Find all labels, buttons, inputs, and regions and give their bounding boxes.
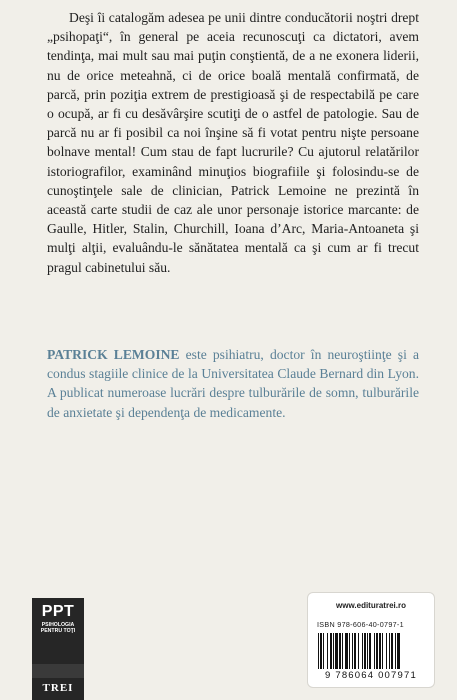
- logo-divider: [32, 664, 84, 678]
- isbn-box: [307, 592, 435, 688]
- isbn-label: ISBN 978-606-40-0797-1: [317, 620, 404, 629]
- publisher-website: www.edituratrei.ro: [336, 601, 406, 610]
- series-name: PSIHOLOGIA PENTRU TOŢI: [40, 622, 76, 634]
- imprint-name: TREI: [42, 682, 74, 694]
- author-name: PATRICK LEMOINE: [47, 347, 180, 362]
- author-bio: [47, 345, 419, 422]
- barcode-digits: 9 786064 007971: [325, 670, 417, 681]
- series-mark: PPT: [41, 603, 75, 620]
- author-bio-text: este psihiatru, doctor în neuroştiinţe şi a condus stagiile clinice de la Universitatea Claude Bernard din Lyon. A publicat numeroase lucrări despre tulburările de somn, tulburările de anxietate şi dependenţa de medicamente.: [47, 347, 419, 420]
- publisher-logo: [32, 598, 84, 700]
- book-blurb: Deşi îi catalogăm adesea pe unii dintre conducătorii noştri drept „psihopaţi“, în general pe aceia recunoscuţi ca dictatori, avem tendinţa, mai mult sau mai puţin conştientă, de a ne exonera liderii, nu de orice meteahnă, ci de orice boală mentală confirmată, de parcă, prin poziţia extrem de prestigioasă şi de respectabilă pe care o ocupă, ar fi cu desăvârşire scutiţi de o astfel de patologie. Sau de parcă nu ar fi posibil ca noi înşine să fi votat pentru nişte persoane bolnave mental! Cum stau de fapt lucrurile? Cu ajutorul relatărilor istoriografilor, examinând minuţios biografiile şi folosindu-se de cunoştinţele sale de clinician, Patrick Lemoine ne prezintă în această carte studii de caz ale unor personaje istorice marcante: de Gaulle, Hitler, Stalin, Churchill, Ioana d’Arc, Maria-Antoaneta şi mulţi alţii, evaluându-le sănătatea mentală ca şi cum ar fi trecut pragul cabinetului său.: [47, 10, 419, 275]
- barcode-icon: [318, 633, 426, 669]
